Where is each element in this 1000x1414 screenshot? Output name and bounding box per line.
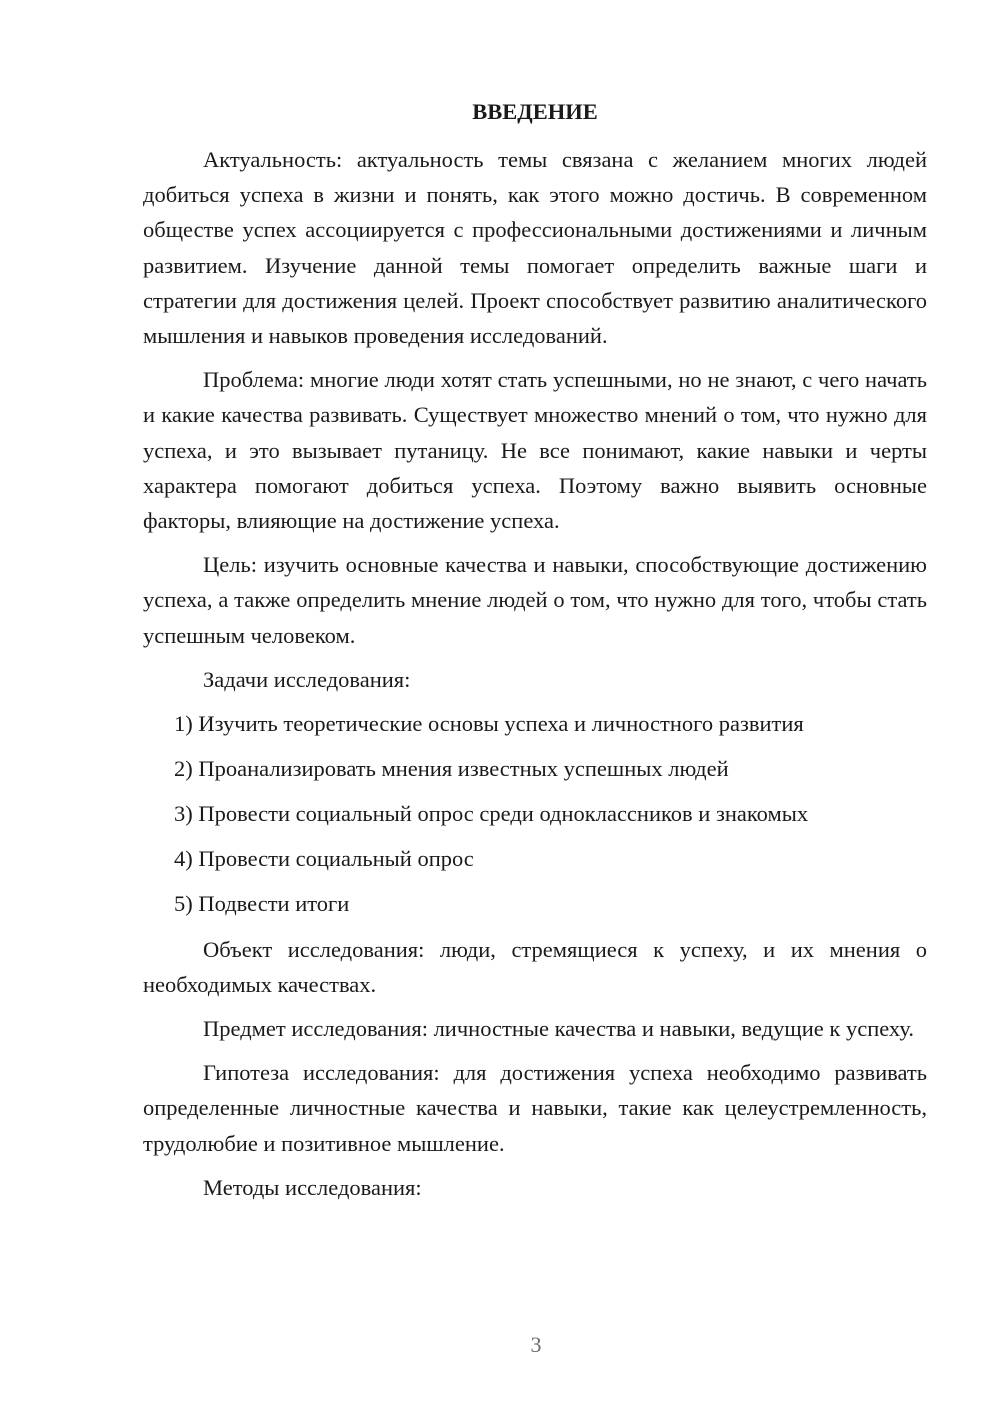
methods-heading: Методы исследования: xyxy=(203,1174,422,1200)
tasks-heading: Задачи исследования: xyxy=(203,666,411,692)
paragraph-relevance: Актуальность: актуальность темы связана с желанием многих людей добиться успеха в жизни и понять, как этого можно достичь. В современном обществе успех ассоциируется с профессиональными достижениями и личным развитием. Изучение данной темы помогает определить важные шаги и стратегии для достижения целей. Проект способствует развитию аналитического мышления и навыков проведения исследований. xyxy=(143,147,927,349)
paragraph-goal: Цель: изучить основные качества и навыки, способствующие достижению успеха, а также определить мнение людей о том, что нужно для того, чтобы стать успешным человеком. xyxy=(143,552,927,648)
paragraph-object: Объект исследования: люди, стремящиеся к успеху, и их мнения о необходимых качествах. xyxy=(143,936,927,997)
task-item: 2) Проанализировать мнения известных успешных людей xyxy=(174,756,729,782)
paragraph-subject: Предмет исследования: личностные качества и навыки, ведущие к успеху. xyxy=(203,1015,914,1041)
tasks-list xyxy=(143,706,927,922)
task-item: 5) Подвести итоги xyxy=(174,891,350,917)
task-item: 1) Изучить теоретические основы успеха и личностного развития xyxy=(174,711,804,737)
paragraph-problem: Проблема: многие люди хотят стать успешными, но не знают, с чего начать и какие качества развивать. Существует множество мнений о том, что нужно для успеха, и это вызывает путаницу. Не все понимают, какие навыки и черты характера помогают добиться успеха. Поэтому важно выявить основные факторы, влияющие на достижение успеха. xyxy=(143,367,927,534)
paragraph-hypothesis: Гипотеза исследования: для достижения успеха необходимо развивать определенные личностные качества и навыки, такие как целеустремленность, трудолюбие и позитивное мышление. xyxy=(143,1060,927,1156)
task-item: 4) Провести социальный опрос xyxy=(174,846,474,872)
page-content xyxy=(143,94,927,1214)
task-item: 3) Провести социальный опрос среди одноклассников и знакомых xyxy=(174,801,809,827)
page-number: 3 xyxy=(530,1332,542,1357)
section-title: ВВЕДЕНИЕ xyxy=(472,99,598,124)
